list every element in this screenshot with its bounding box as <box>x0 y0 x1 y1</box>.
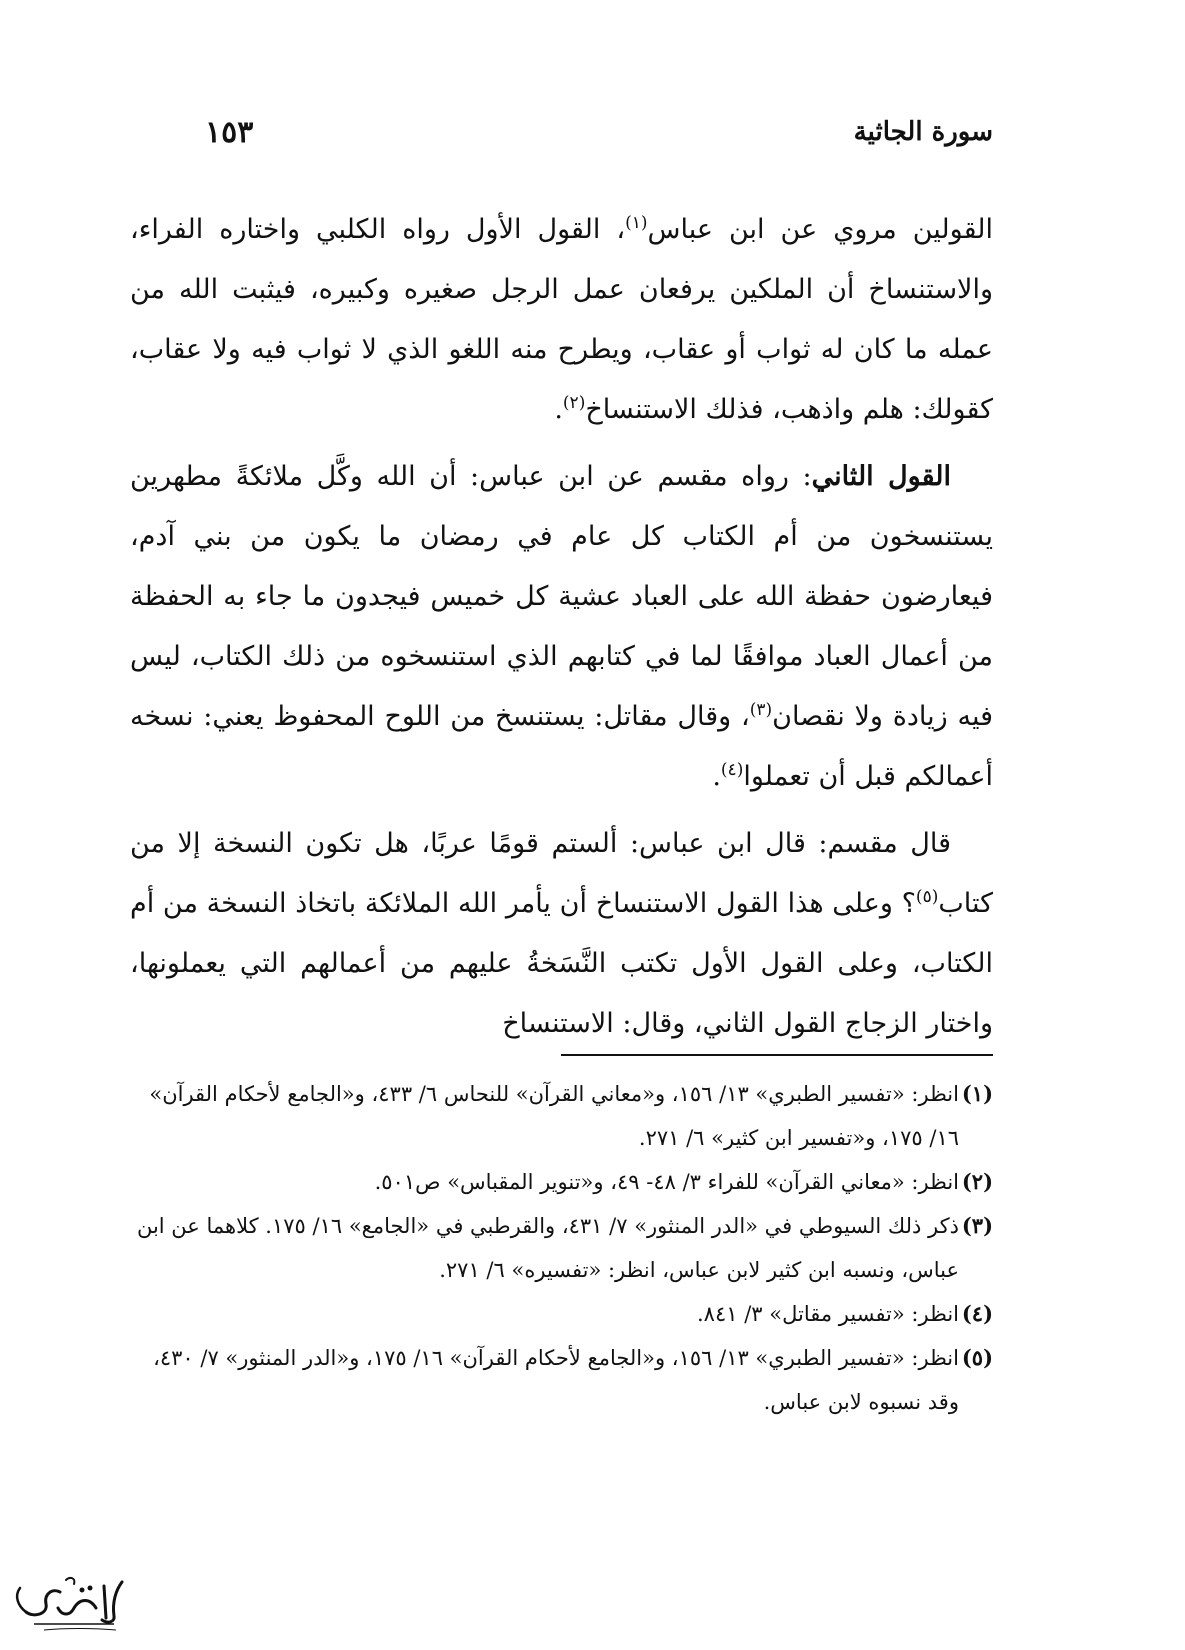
footnotes <box>130 1072 993 1424</box>
footnote-ref-4[interactable]: (٤) <box>720 760 744 780</box>
footnote-number: (٥) <box>961 1345 993 1370</box>
footnote-item <box>130 1072 993 1160</box>
page-header <box>205 112 993 152</box>
surah-title: سورة الجاثية <box>853 117 993 147</box>
paragraph-2 <box>130 447 993 807</box>
paragraph-2-text-b: ، وقال مقاتل: يستنسخ من اللوح المحفوظ يعني: نسخه أعمالكم قبل أن تعملوا <box>130 701 993 792</box>
footnote-number: (٤) <box>961 1301 993 1326</box>
paragraph-1-text-b: ، القول الأول رواه الكلبي واختاره الفراء، والاستنساخ أن الملكين يرفعان عمل الرجل صغيره وكبيره، فيثبت الله من عمله ما كان له ثواب أو عقاب، ويطرح منه اللغو الذي لا ثواب فيه ولا عقاب، كقولك: هلم واذهب، فذلك الاستنساخ <box>130 214 993 425</box>
paragraph-3-text-b: ؟ وعلى هذا القول الاستنساخ أن يأمر الله الملائكة باتخاذ النسخة من أم الكتاب، وعلى القول الأول تكتب النَّسَخةُ عليهم من أعمالهم التي يعملونها، واختار الزجاج القول الثاني، وقال: الاستنساخ <box>130 888 993 1039</box>
footnote-ref-2[interactable]: (٢) <box>562 393 586 413</box>
paragraph-1 <box>130 200 993 440</box>
paragraph-3 <box>130 814 993 1054</box>
footnote-ref-3[interactable]: (٣) <box>749 700 773 720</box>
second-opinion-label: القول الثاني <box>811 461 951 492</box>
footnote-number: (٣) <box>961 1213 993 1238</box>
footnote-text: انظر: «تفسير الطبري» ١٣/ ١٥٦، و«الجامع لأحكام القرآن» ١٦/ ١٧٥، و«الدر المنثور» ٧/ ٤٣٠، وقد نسبوه لابن عباس. <box>153 1346 959 1414</box>
footnote-separator <box>561 1054 993 1056</box>
paragraph-3-text-a: قال مقسم: قال ابن عباس: ألستم قومًا عربًا، هل تكون النسخة إلا من كتاب <box>130 828 993 919</box>
main-text <box>130 200 993 1061</box>
paragraph-2-text-c: . <box>712 761 721 792</box>
footnote-item <box>130 1160 993 1204</box>
footnote-text: انظر: «تفسير مقاتل» ٣/ ٨٤١. <box>696 1302 959 1326</box>
paragraph-1-text-a: القولين مروي عن ابن عباس <box>647 214 993 245</box>
footnote-item <box>130 1204 993 1292</box>
calligraphy-logo-icon <box>4 1568 134 1638</box>
footnote-item <box>130 1336 993 1424</box>
footnote-text: انظر: «معاني القرآن» للفراء ٣/ ٤٨- ٤٩، و«تنوير المقباس» ص٥٠١. <box>374 1170 959 1194</box>
footnote-text: انظر: «تفسير الطبري» ١٣/ ١٥٦، و«معاني القرآن» للنحاس ٦/ ٤٣٣، و«الجامع لأحكام القرآن» ١٦/ ١٧٥، و«تفسير ابن كثير» ٦/ ٢٧١. <box>149 1082 959 1150</box>
footnote-number: (٢) <box>961 1169 993 1194</box>
paragraph-1-text-c: . <box>554 394 563 425</box>
footnote-ref-5[interactable]: (٥) <box>915 887 939 907</box>
footnote-ref-1[interactable]: (١) <box>625 213 648 233</box>
footnote-item <box>130 1292 993 1336</box>
page-number: ١٥٣ <box>205 114 254 150</box>
footnote-number: (١) <box>961 1081 993 1106</box>
paragraph-2-text-a: : رواه مقسم عن ابن عباس: أن الله وكَّل ملائكةً مطهرين يستنسخون من أم الكتاب كل عام في رمضان ما يكون من بني آدم، فيعارضون حفظة الله على العباد عشية كل خميس فيجدون ما جاء به الحفظة من أعمال العباد موافقًا لما في كتابهم الذي استنسخوه من ذلك الكتاب، ليس فيه زيادة ولا نقصان <box>130 461 993 732</box>
footnote-text: ذكر ذلك السيوطي في «الدر المنثور» ٧/ ٤٣١، والقرطبي في «الجامع» ١٦/ ١٧٥. كلاهما عن ابن عباس، ونسبه ابن كثير لابن عباس، انظر: «تفسيره» ٦/ ٢٧١. <box>136 1214 959 1282</box>
